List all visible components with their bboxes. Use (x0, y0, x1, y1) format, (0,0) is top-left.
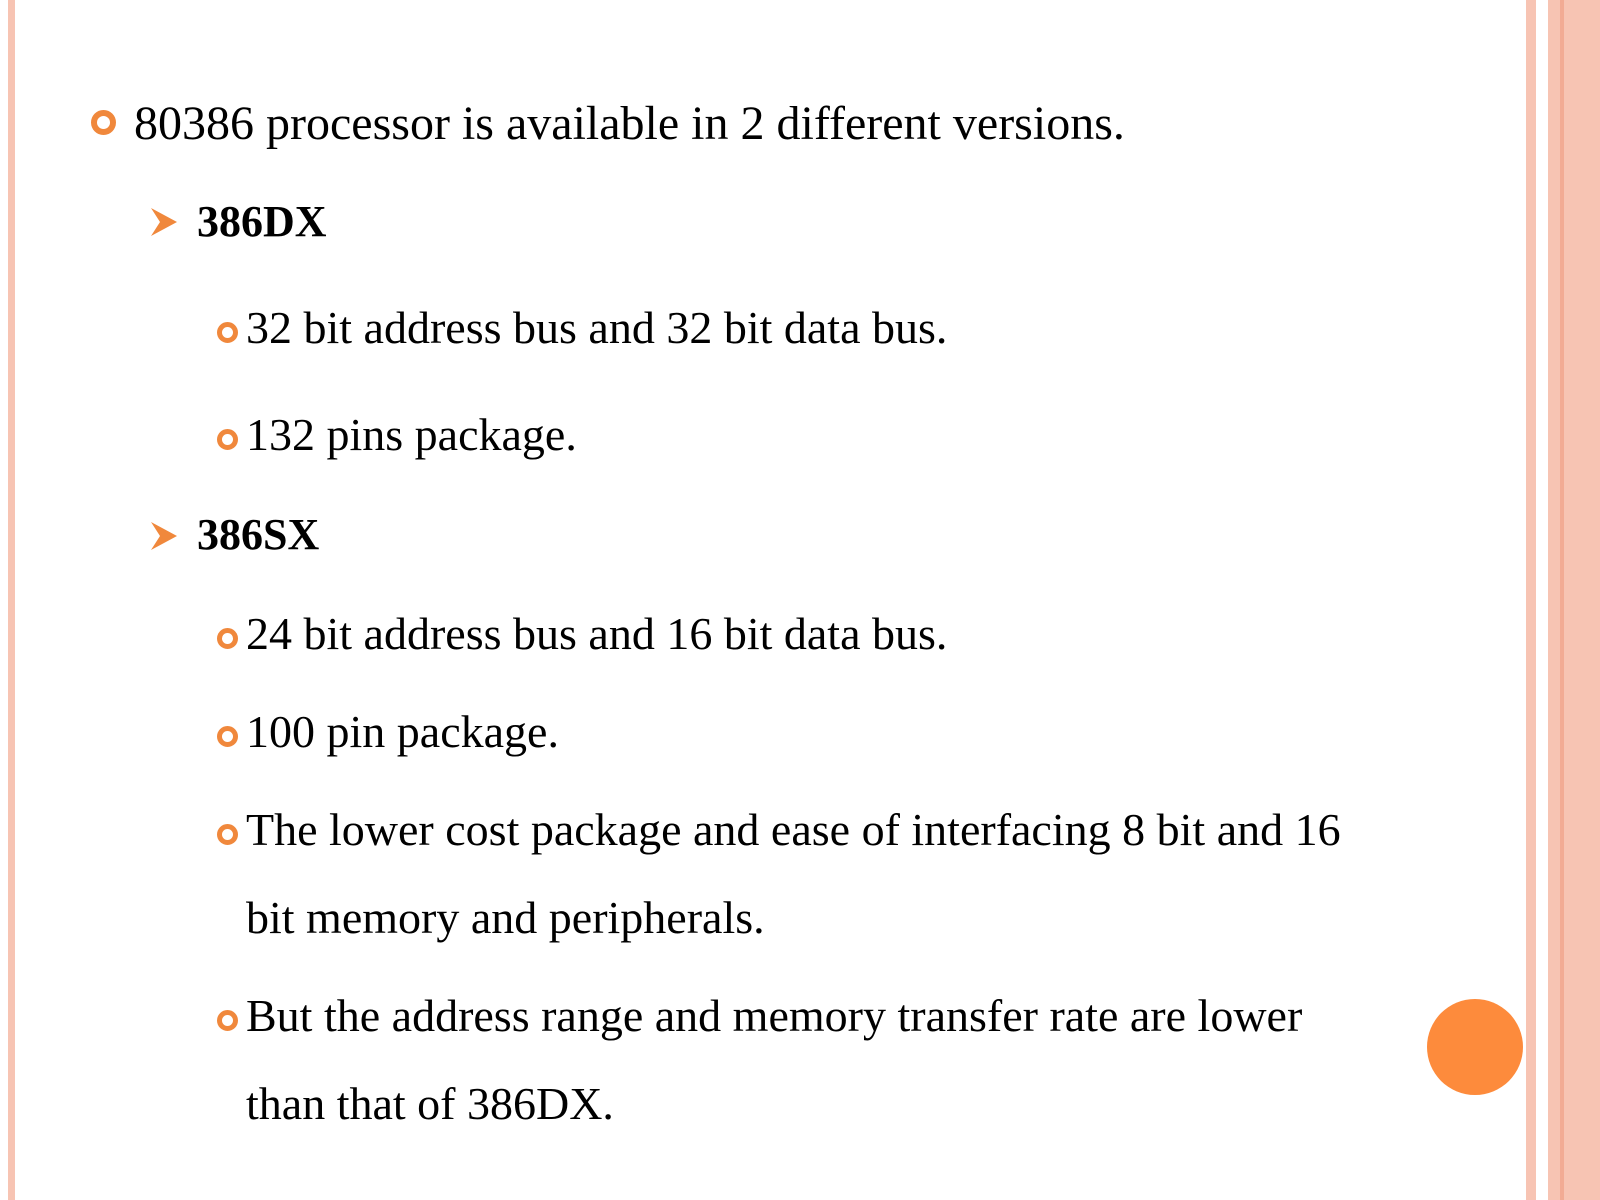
main-bullet-text: 80386 processor is available in 2 different versions. (134, 97, 1125, 150)
version-point: 24 bit address bus and 16 bit data bus. (246, 608, 948, 659)
version-heading-386sx: 386SX (197, 510, 320, 559)
version-point: 32 bit address bus and 32 bit data bus. (246, 302, 948, 353)
ring-bullet-icon (91, 110, 116, 135)
decorative-orange-circle (1427, 999, 1523, 1095)
arrow-bullet-icon (151, 522, 177, 550)
ring-bullet-icon (217, 824, 238, 845)
version-point-continuation: than that of 386DX. (246, 1078, 614, 1129)
version-point: The lower cost package and ease of interfacing 8 bit and 16 (246, 804, 1341, 855)
arrow-bullet-icon (151, 208, 177, 236)
frame-right-band-line (1560, 0, 1564, 1200)
ring-bullet-icon (217, 429, 238, 450)
version-point: But the address range and memory transfer rate are lower (246, 990, 1303, 1041)
frame-left-stripe (8, 0, 15, 1200)
ring-bullet-icon (217, 1010, 238, 1031)
ring-bullet-icon (217, 628, 238, 649)
frame-right-stripe (1526, 0, 1536, 1200)
version-heading-386dx: 386DX (197, 197, 327, 246)
version-point-continuation: bit memory and peripherals. (246, 892, 765, 943)
version-point: 132 pins package. (246, 409, 577, 460)
ring-bullet-icon (217, 322, 238, 343)
frame-right-band (1548, 0, 1600, 1200)
ring-bullet-icon (217, 726, 238, 747)
version-point: 100 pin package. (246, 706, 559, 757)
